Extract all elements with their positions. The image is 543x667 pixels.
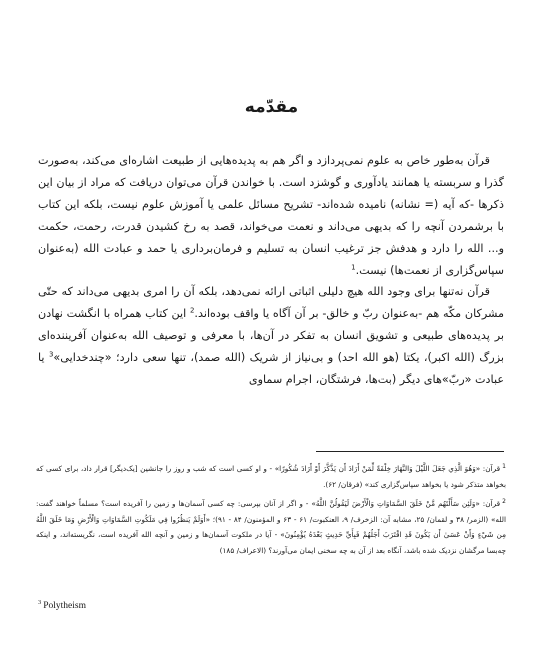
footnote-ref-2[interactable]: 2 bbox=[189, 306, 195, 315]
footnote-number: 2 bbox=[502, 497, 506, 505]
paragraph-2 bbox=[38, 281, 504, 391]
footnote-number: 1 bbox=[502, 462, 506, 470]
footnote-ref-1[interactable]: 1 bbox=[351, 262, 356, 271]
footnote-2 bbox=[36, 496, 506, 558]
footnote-text: قرآن: «وَلَئِن سَأَلْتَهُم مَّنْ خَلَقَ السَّمَاوَاتِ وَالْأَرْضَ لَيَقُولُنَّ اللَّهُ» ‑ و اگر از آنان بپرسی: چه کسی آسمان‌ها و زمین را آفریده است؟ مسلماً خواهند گفت: الله» (الزمر/ ۳۸ و لقمان/ ۲۵، مشابه آن: الزخرف/ ۹، العنکبوت/ ۶۱ ‑ ۶۳ و المؤمنون/ ۸۴ ‑ ۹۱)؛ «أَوَلَمْ يَنظُرُوا فِي مَلَكُوتِ السَّمَاوَاتِ وَالْأَرْضِ وَمَا خَلَقَ اللَّهُ مِن شَيْءٍ وَأَنْ عَسَىٰ أَن يَكُونَ قَدِ اقْتَرَبَ أَجَلُهُمْ فَبِأَيِّ حَدِيثٍ بَعْدَهُ يُؤْمِنُونَ» ‑ آیا در ملکوت آسمان‌ها و زمین و آنچه الله آفریده است، نگریسته‌اند، و اینکه چه‌بسا مرگشان نزدیک شده باشد، آنگاه بعد از آن به چه سخنی ایمان می‌آورند؟ (الاعراف/ ۱۸۵) bbox=[36, 499, 506, 555]
paragraph-1 bbox=[38, 150, 504, 281]
footnote-text: Polytheism bbox=[43, 601, 87, 611]
paragraph-2-tail: این کتاب همراه با انگشت نهادن بر پدیده‌های طبیعی و تشویق انسان به تفکر در آن‌ها، با معرفی و توصیف الله به‌عنوان آفریننده‌ای بزرگ (الله اکبر)، یکتا (هو الله احد) و بی‌نیاز از شریک (الله صمد)، تنها سعی دارد؛ «چندخدایی» bbox=[38, 307, 504, 365]
footnotes bbox=[36, 461, 506, 562]
footnote-text: قرآن: «وَهُوَ الَّذِي جَعَلَ اللَّيْلَ وَالنَّهَارَ خِلْفَةً لِّمَنْ أَرَادَ أَن يَذَّكَّرَ أَوْ أَرَادَ شُكُورًا» ‑ و او کسی است که شب و روز را جانشین [یک‌دیگر] قرار داد، برای کسی که بخواهد متذکر شود یا بخواهد سپاس‌گزاری کند» (فرقان/ ۶۲). bbox=[36, 464, 506, 489]
paragraph-2-text: قرآن نه‌تنها برای وجود الله هیچ دلیلی اثباتی ارائه نمی‌دهد، بلکه آن را امری بدیهی می‌داند که حتّی مشرکان مکّه هم ‑به‌عنوان ربّ و خالق‑ بر آن آگاه یا واقف بوده‌اند. bbox=[38, 285, 504, 321]
main-text bbox=[38, 150, 504, 391]
footnote-separator bbox=[316, 451, 504, 452]
paragraph-2-tail2: یا عبادت «ربّ»های دیگر (بت‌ها، فرشتگان، اجرام سماوی bbox=[38, 351, 504, 387]
footnote-number: 3 bbox=[38, 598, 42, 606]
footnote-1 bbox=[36, 461, 506, 492]
footnote-ref-3[interactable]: 3 bbox=[48, 350, 54, 359]
footnote-3 bbox=[38, 600, 86, 612]
paragraph-1-text: قرآن به‌طور خاص به علوم نمی‌پردازد و اگر هم به پدیده‌هایی از طبیعت اشاره‌ای می‌کند، به‌صورت گذرا و سربسته یا همانند یادآوری و گوشزد است. با خواندن قرآن می‌توان دریافت که مراد از بیان این ذکرها ‑که آیه (= نشانه) نامیده شده‌اند‑ تشریح مسائل علمی یا آموزش علوم نیست، بلکه این کتاب با برشمردن آنچه را که بدیهی می‌داند و نعمت می‌خواند، قصد به رخ کشیدن قدرت، رحمت، حکمت و... الله را دارد و هدفش جز ترغیب انسان به تسلیم و فرمان‌برداری یا حمد و عبادت الله (به‌عنوان سپاس‌گزاری از نعمت‌ها) نیست. bbox=[38, 154, 504, 277]
page-title: مقدّمه bbox=[244, 97, 299, 117]
